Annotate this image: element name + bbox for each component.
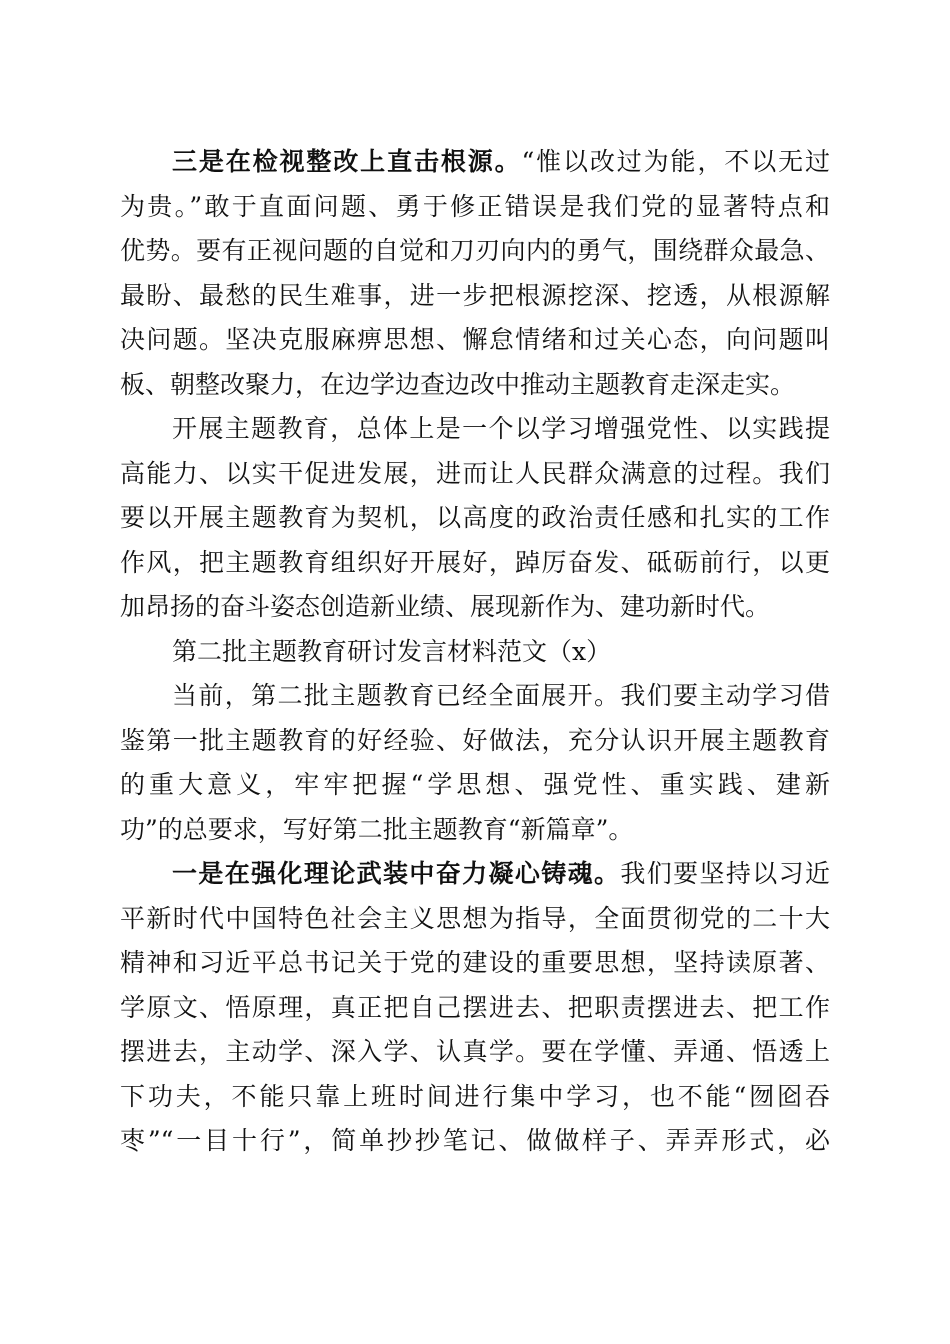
paragraph-lead: 三是在检视整改上直击根源。 [172,147,522,176]
text-line: 摆进去，主动学、深入学、认真学。要在学懂、弄通、悟透上 [120,1037,830,1066]
paragraph [120,852,830,1164]
text-line: 下功夫，不能只靠上班时间进行集中学习，也不能“囫囵吞 [120,1081,830,1111]
paragraph-lead: 一是在强化理论武装中奋力凝心铸魂。 [172,859,621,888]
text-line: 板、朝整改聚力，在边学边查边改中推动主题教育走深走实。 [120,369,796,399]
text-line: 开展主题教育，总体上是一个以学习增强党性、以实践提 [172,414,830,443]
paragraph [120,407,830,630]
text-line: 高能力、以实干促进发展，进而让人民群众满意的过程。我们 [120,458,830,488]
text-line: 决问题。坚决克服麻痹思想、懈怠情绪和过关心态，向问题叫 [120,325,830,354]
text-line: 作风，把主题教育组织好开展好，踔厉奋发、砥砺前行，以更 [120,547,830,577]
paragraph [120,674,830,852]
text-line: 最盼、最愁的民生难事，进一步把根源挖深、挖透，从根源解 [120,280,830,310]
text-line: 功”的总要求，写好第二批主题教育“新篇章”。 [120,814,634,844]
text-line: 学原文、悟原理，真正把自己摆进去、把职责摆进去、把工作 [120,992,830,1022]
text-line: 鉴第一批主题教育的好经验、好做法，充分认识开展主题教育 [120,725,830,755]
text-line: 的重大意义，牢牢把握“学思想、强党性、重实践、建新 [120,770,830,799]
text-line: 当前，第二批主题教育已经全面展开。我们要主动学习借 [172,681,830,710]
text-line: 要以开展主题教育为契机，以高度的政治责任感和扎实的工作 [120,503,830,532]
section-title [120,630,830,675]
text-line: 加昂扬的奋斗姿态创造新业绩、展现新作为、建功新时代。 [120,592,771,621]
text-line: 枣”“一目十行”，简单抄抄笔记、做做样子、弄弄形式，必 [120,1126,830,1155]
text-line: 优势。要有正视问题的自觉和刀刃向内的勇气，围绕群众最急、 [120,236,830,265]
paragraph [120,140,830,407]
document-body [120,140,830,1164]
text-line: 精神和习近平总书记关于党的建设的重要思想，坚持读原著、 [120,948,830,977]
text-line: 三是在检视整改上直击根源。“惟以改过为能，不以无过 [172,147,830,176]
text-line: 平新时代中国特色社会主义思想为指导，全面贯彻党的二十大 [120,903,830,933]
text-line: 为贵。”敢于直面问题、勇于修正错误是我们党的显著特点和 [120,191,830,221]
text-line: 一是在强化理论武装中奋力凝心铸魂。我们要坚持以习近 [172,859,830,888]
text-line: 第二批主题教育研讨发言材料范文（x） [172,636,612,666]
